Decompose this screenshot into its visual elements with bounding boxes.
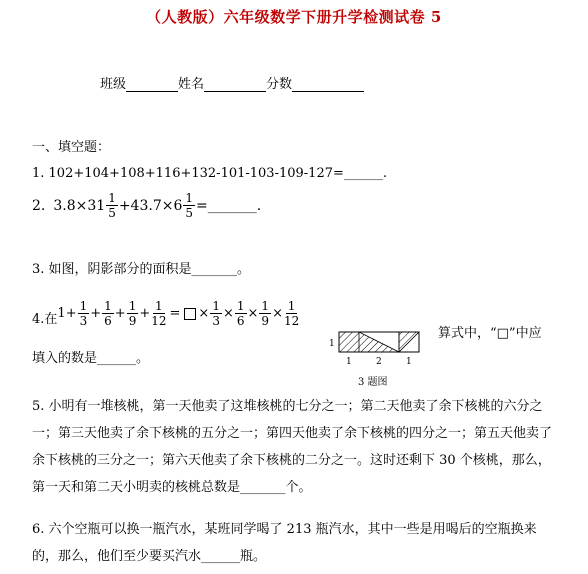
question-5: 5. 小明有一堆核桃，第一天他卖了这堆核桃的七分之一；第二天他卖了余下核桃的六分之一；第三天他卖了余下核桃的五分之一；第四天他卖了余下核桃的四分之一；第五天他卖了余下核桃的三分之一；第六天他卖了余下核桃的二分之一。这时还剩下 30 个核桃，那么，第一天和第二天小明卖的核桃总数是_______个。 [32,399,553,495]
q4-equals: = [169,306,181,321]
q4-lhs-frac-1: $\frac{1}{3}$ [79,299,88,328]
figure-side-label: 1 [329,339,335,349]
q2-plus: +43.7× [118,197,174,214]
q3-blank[interactable]: _______ [191,262,238,277]
q4-plus-1: + [65,306,77,321]
q4-answer-box[interactable] [184,308,196,320]
section-heading: 一、填空题： [32,140,111,155]
q4-line-2 [32,347,149,366]
question-2 [32,192,261,219]
q4-plus-2: + [90,306,102,321]
class-label: 班级 [100,77,127,92]
score-blank[interactable] [292,77,364,92]
q4-rhs-frac-4: $\frac{1}{12}$ [283,299,300,328]
q3-figure [328,328,428,370]
page-title: （人教版）六年级数学下册升学检测试卷 5 [146,8,442,26]
q2-fraction-1: $\frac{1}{5}$ [108,191,116,220]
q4-times-2: × [222,306,234,321]
q4-prefix: 4.在 [32,312,58,327]
q4-lhs-frac-2: $\frac{1}{6}$ [104,299,112,328]
q2-fraction-2: $\frac{1}{5}$ [185,191,194,220]
q4-plus-3: + [114,306,126,321]
question-6: 6. 六个空瓶可以换一瓶汽水，某班同学喝了 213 瓶汽水，其中一些是用喝后的空瓶换来的，那么，他们至少要买汽水______瓶。 [32,522,537,564]
q4-times-4: × [272,306,283,321]
q4-suffix: 算式中，“□”中应 [438,326,542,341]
q2-whole-2: 6 [173,197,183,214]
q2-answer-blank[interactable]: =_______. [196,197,262,214]
question-1 [32,166,387,181]
q2-term-a: 3.8 [53,197,76,214]
q4-times-1: × [198,306,210,321]
name-blank[interactable] [204,77,266,92]
q3-text: 3. 如图，阴影部分的面积是 [32,262,192,277]
q4-blank[interactable]: ______ [97,351,137,366]
q4-lhs-frac-4: $\frac{1}{12}$ [151,299,167,328]
q1-text: 1. 102+104+108+116+132-101-103-109-127= [32,166,344,181]
q4-rhs-frac-1: $\frac{1}{3}$ [212,299,220,328]
q4-times-3: × [247,306,259,321]
q4-rhs-frac-3: $\frac{1}{9}$ [261,299,270,328]
figure-bottom-label-3: 1 [406,357,412,367]
q2-whole-1: 31 [87,197,106,214]
q4-lhs-frac-3: $\frac{1}{9}$ [128,299,137,328]
question-3 [32,258,250,277]
q4-plus-4: + [139,306,151,321]
q2-times: × [75,197,88,214]
q4-line2-text: 填入的数是 [32,351,98,366]
q3-end: 。 [237,262,251,277]
class-blank[interactable] [126,77,178,92]
figure-bottom-label-1: 1 [346,357,352,367]
q4-rhs-frac-2: $\frac{1}{6}$ [236,299,245,328]
figure-bottom-label-2: 2 [376,357,382,367]
student-info-row [100,73,364,92]
q4-end: 。 [136,351,150,366]
q2-number: 2. [32,197,46,214]
figure-caption: 3 题图 [358,377,388,388]
name-label: 姓名 [178,77,205,92]
q1-blank[interactable]: ______. [343,166,388,181]
question-4 [32,300,300,327]
q4-lhs-one: 1 [57,306,66,321]
score-label: 分数 [266,77,293,92]
